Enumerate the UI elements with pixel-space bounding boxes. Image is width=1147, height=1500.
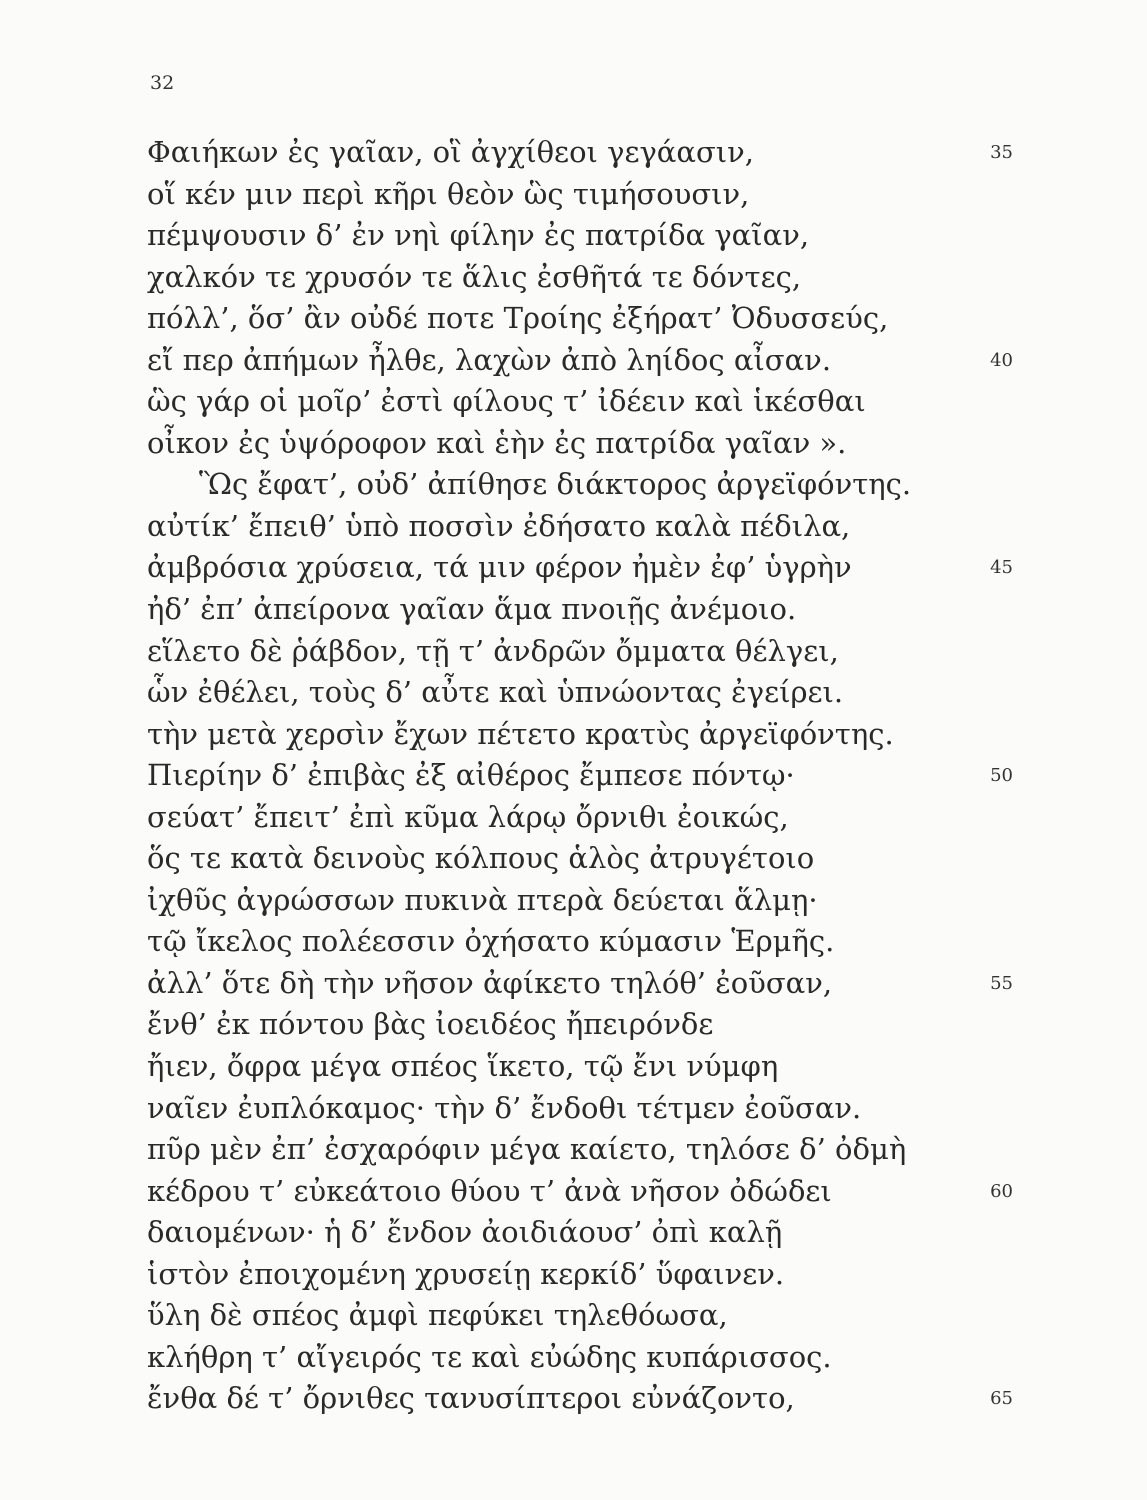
line-number: 45 [990,557,1013,579]
verse-line [147,672,1027,714]
verse-text: εἴ περ ἀπήμων ἦλθε, λαχὼν ἀπὸ ληίδος αἶσαν. [147,342,832,377]
verse-text: σεύατ’ ἔπειτ’ ἐπὶ κῦμα λάρῳ ὄρνιθι ἐοικώς, [147,799,789,834]
verse-line [147,1088,1027,1130]
verse-text: Πιερίην δ’ ἐπιβὰς ἐξ αἰθέρος ἔμπεσε πόντῳ· [147,758,795,793]
verse-text: κλήθρη τ’ αἴγειρός τε καὶ εὐώδης κυπάρισσος. [147,1339,832,1374]
verse-line [147,797,1027,839]
verse-line [147,1212,1027,1254]
verse-line [147,714,1027,756]
verse-text: πέμψουσιν δ’ ἐν νηὶ φίλην ἐς πατρίδα γαῖαν, [147,218,810,253]
verse-line [147,506,1027,548]
verse-text: ἰχθῦς ἀγρώσσων πυκινὰ πτερὰ δεύεται ἅλμῃ· [147,882,818,917]
verse-line [147,215,1027,257]
verse-text: ὕλη δὲ σπέος ἀμφὶ πεφύκει τηλεθόωσα, [147,1298,728,1333]
verse-line [147,1295,1027,1337]
verse-text: ἱστὸν ἐποιχομένη χρυσείῃ κερκίδ’ ὕφαινεν. [147,1256,785,1291]
line-number: 65 [990,1388,1013,1410]
line-number: 40 [990,349,1013,371]
verse-line [147,1337,1027,1379]
verse-text: ἠδ’ ἐπ’ ἀπείρονα γαῖαν ἅμα πνοιῇς ἀνέμοιο. [147,592,797,627]
verse-line [147,755,1027,797]
verse-text: ἔνθ’ ἐκ πόντου βὰς ἰοειδέος ἤπειρόνδε [147,1007,714,1042]
verse-line [147,464,1027,506]
verse-line [147,174,1027,216]
line-number: 60 [990,1180,1013,1202]
verse-line [147,1378,1027,1420]
verse-line [147,1046,1027,1088]
verse-text: αὐτίκ’ ἔπειθ’ ὑπὸ ποσσὶν ἐδήσατο καλὰ πέδιλα, [147,508,851,543]
verse-text: τῷ ἴκελος πολέεσσιν ὀχήσατο κύμασιν Ἑρμῆς. [147,924,835,959]
verse-line [147,298,1027,340]
verse-text: ἀλλ’ ὅτε δὴ τὴν νῆσον ἀφίκετο τηλόθ’ ἐοῦσαν, [147,965,833,1000]
verse-line [147,423,1027,465]
verse-text: τὴν μετὰ χερσὶν ἔχων πέτετο κρατὺς ἀργεϊφόντης. [147,716,894,751]
line-number: 35 [990,142,1013,163]
verse-text: εἵλετο δὲ ῥάβδον, τῇ τ’ ἀνδρῶν ὄμματα θέλγει, [147,633,839,668]
verse-line [147,547,1027,589]
verse-line [147,1254,1027,1296]
verse-line [147,1004,1027,1046]
verse-text: χαλκόν τε χρυσόν τε ἅλις ἐσθῆτά τε δόντες, [147,259,802,294]
verse-line [147,838,1027,880]
verse-text: οἶκον ἐς ὑψόροφον καὶ ἑὴν ἐς πατρίδα γαῖαν ». [147,425,847,460]
verse-line [147,921,1027,963]
verse-line [147,132,1027,174]
verse-text: κέδρου τ’ εὐκεάτοιο θύου τ’ ἀνὰ νῆσον ὀδώδει [147,1173,832,1208]
verse-text: ὧν ἐθέλει, τοὺς δ’ αὖτε καὶ ὑπνώοντας ἐγείρει. [147,675,844,710]
verse-line [147,1171,1027,1213]
verse-text: ὅς τε κατὰ δεινοὺς κόλπους ἁλὸς ἀτρυγέτοιο [147,841,815,876]
verse-text: πῦρ μὲν ἐπ’ ἐσχαρόφιν μέγα καίετο, τηλόσε δ’ ὀδμὴ [147,1132,907,1167]
line-number: 55 [990,972,1013,994]
verse-line [147,257,1027,299]
verse-text: πόλλ’, ὅσ’ ἂν οὐδέ ποτε Τροίης ἐξήρατ’ Ὀδυσσεύς, [147,301,889,336]
line-number: 50 [990,765,1013,787]
verse-text: ἔνθα δέ τ’ ὄρνιθες τανυσίπτεροι εὐνάζοντο, [147,1381,795,1416]
verse-text: Φαιήκων ἐς γαῖαν, οἳ ἀγχίθεοι γεγάασιν, [147,135,754,169]
verse-text: ἀμβρόσια χρύσεια, τά μιν φέρον ἠμὲν ἐφ’ ὑγρὴν [147,550,852,585]
verse-line [147,381,1027,423]
verse-line [147,631,1027,673]
verse-line [147,880,1027,922]
verse-text: δαιομένων· ἡ δ’ ἔνδον ἀοιδιάουσ’ ὀπὶ καλῇ [147,1215,783,1250]
page-number: 32 [150,72,175,94]
verse-text: Ὣς ἔφατ’, οὐδ’ ἀπίθησε διάκτορος ἀργεϊφόντης. [199,467,912,502]
verse-text: ὣς γάρ οἱ μοῖρ’ ἐστὶ φίλους τ’ ἰδέειν καὶ ἱκέσθαι [147,384,866,419]
verse-block [147,132,1027,1420]
verse-line [147,340,1027,382]
verse-line [147,589,1027,631]
verse-text: ἤιεν, ὄφρα μέγα σπέος ἵκετο, τῷ ἔνι νύμφη [147,1049,779,1084]
verse-text: οἵ κέν μιν περὶ κῆρι θεὸν ὣς τιμήσουσιν, [147,176,750,211]
verse-text: ναῖεν ἐυπλόκαμος· τὴν δ’ ἔνδοθι τέτμεν ἐοῦσαν. [147,1090,862,1125]
verse-line [147,963,1027,1005]
verse-line [147,1129,1027,1171]
